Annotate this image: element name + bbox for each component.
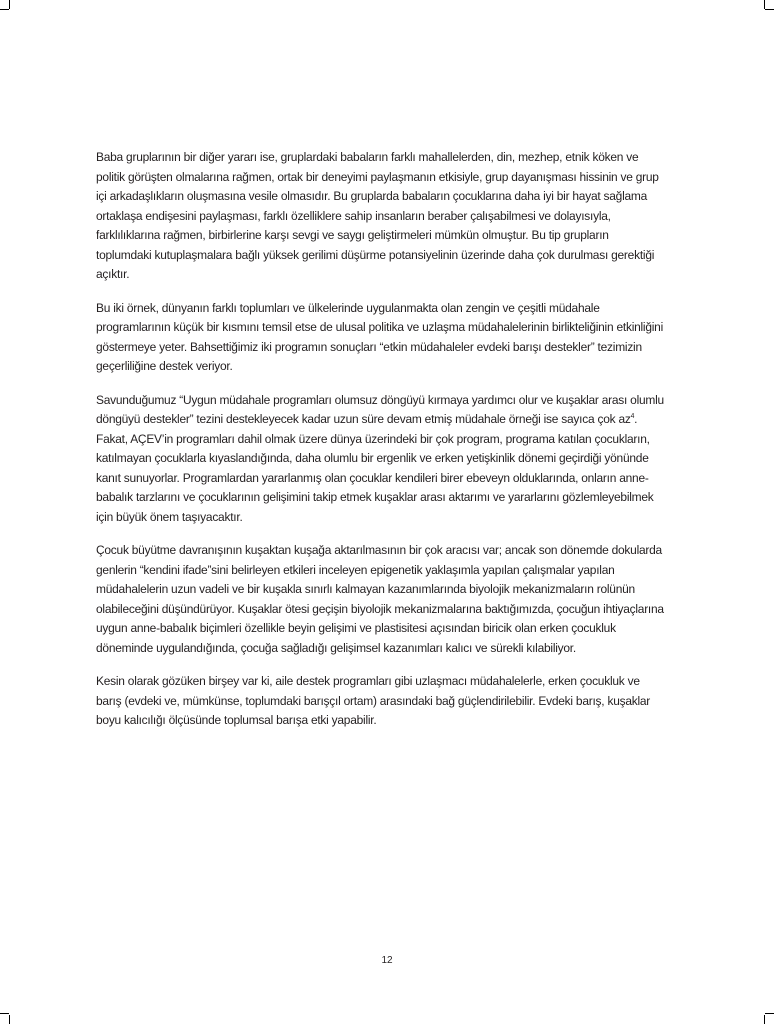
paragraph-4: Çocuk büyütme davranışının kuşaktan kuşağa aktarılmasının bir çok aracısı var; ancak son dönemde dokularda genlerin “kendini ifade”sini belirleyen etkileri inceleyen epigenetik yaklaşımla yapılan çalışmalar yapılan müdahalelerin uzun vadeli ve bir kuşakla sınırlı kalmayan kazanımlarında biyolojik mekanizmaların rolünün olabileceğini düşündürüyor. Kuşaklar ötesi geçişin biyolojik mekanizmalarına baktığımızda, çocuğun ihtiyaçlarına uygun anne-babalık biçimleri özellikle beyin gelişimi ve plastisitesi açısından biricik olan erken çocukluk döneminde uygulandığında, çocuğa sağladığı gelişimsel kazanımları kalıcı ve sürekli kılabiliyor. bbox=[96, 543, 664, 655]
paragraph-3-before: Savunduğumuz “Uygun müdahale programları olumsuz döngüyü kırmaya yardımcı olur ve kuşaklar arası olumlu döngüyü destekler” tezini destekleyecek kadar uzun süre devam etmiş müdahale örneği ise sayıca çok az bbox=[96, 392, 664, 426]
crop-mark-top-right bbox=[765, 9, 774, 10]
crop-mark-bottom-left bbox=[0, 1013, 9, 1014]
paragraph-3-after: . Fakat, AÇEV’in programları dahil olmak üzere dünya üzerindeki bir çok program, programa katılan çocukların, katılmayan çocuklarla kıyaslandığında, daha olumlu bir ergenlik ve erken yetişkinlik dönemi geçirdiği yönünde kanıt sunuyorlar. Programlardan yararlanmış olan çocuklar kendileri birer ebeveyn olduklarında, onların anne-babalık tarzlarını ve çocuklarının gelişimini takip etmek kuşaklar arası aktarımı ve yararlarını gözlemleyebilmek için büyük önem taşıyacaktır. bbox=[96, 412, 654, 524]
paragraph-5: Kesin olarak gözüken birşey var ki, aile destek programları gibi uzlaşmacı müdahalelerle, erken çocukluk ve barış (evdeki ve, mümkünse, toplumdaki barışçıl ortam) arasındaki bağ güçlendirilebilir. Evdeki barış, kuşaklar boyu kalıcılığı ölçüsünde toplumsal barışa etki yapabilir. bbox=[96, 674, 651, 727]
paragraph-1: Baba gruplarının bir diğer yararı ise, gruplardaki babaların farklı mahallelerden, din, mezhep, etnik köken ve politik görüşten olmalarına rağmen, ortak bir deneyimi paylaşmanın etkisiyle, grup dayanışması hissinin ve grup içi arkadaşlıkların oluşmasına vesile olmasıdır. Bu gruplarda babaların çocuklarına daha iyi bir hayat sağlama ortaklaşa endişesini paylaşması, farklı özelliklere sahip insanların beraber çalışabilmesi ve dolayısıyla, farklılıklarına rağmen, birbirlerine karşı sevgi ve saygı geliştirmeleri mümkün olmuştur. Bu tip grupların toplumdaki kutuplaşmalara bağlı yüksek gerilimi düşürme potansiyelinin üzerinde daha çok durulması gerektiği açıktır. bbox=[96, 150, 659, 281]
paragraph-2: Bu iki örnek, dünyanın farklı toplumları ve ülkelerinde uygulanmakta olan zengin ve çeşitli müdahale programlarının küçük bir kısmını temsil etse de ulusal politika ve uzlaşma müdahalelerinin birlikteliğinin etkinliğini göstermeye yeter. Bahsettiğimiz iki programın sonuçları “etkin müdahaleler evdeki barışı destekler” tezimizin geçerliliğine destek veriyor. bbox=[96, 300, 663, 373]
page-number: 12 bbox=[381, 955, 393, 966]
crop-mark-top-left-v bbox=[9, 0, 10, 9]
crop-mark-bottom-left-v bbox=[9, 1015, 10, 1024]
footnote-marker: 4 bbox=[630, 412, 635, 420]
crop-mark-top-right-v bbox=[764, 0, 765, 9]
body-text bbox=[96, 148, 665, 745]
paragraph-3 bbox=[96, 391, 665, 528]
crop-mark-bottom-right-v bbox=[764, 1015, 765, 1024]
crop-mark-bottom-right bbox=[765, 1013, 774, 1014]
crop-mark-top-left bbox=[0, 9, 9, 10]
